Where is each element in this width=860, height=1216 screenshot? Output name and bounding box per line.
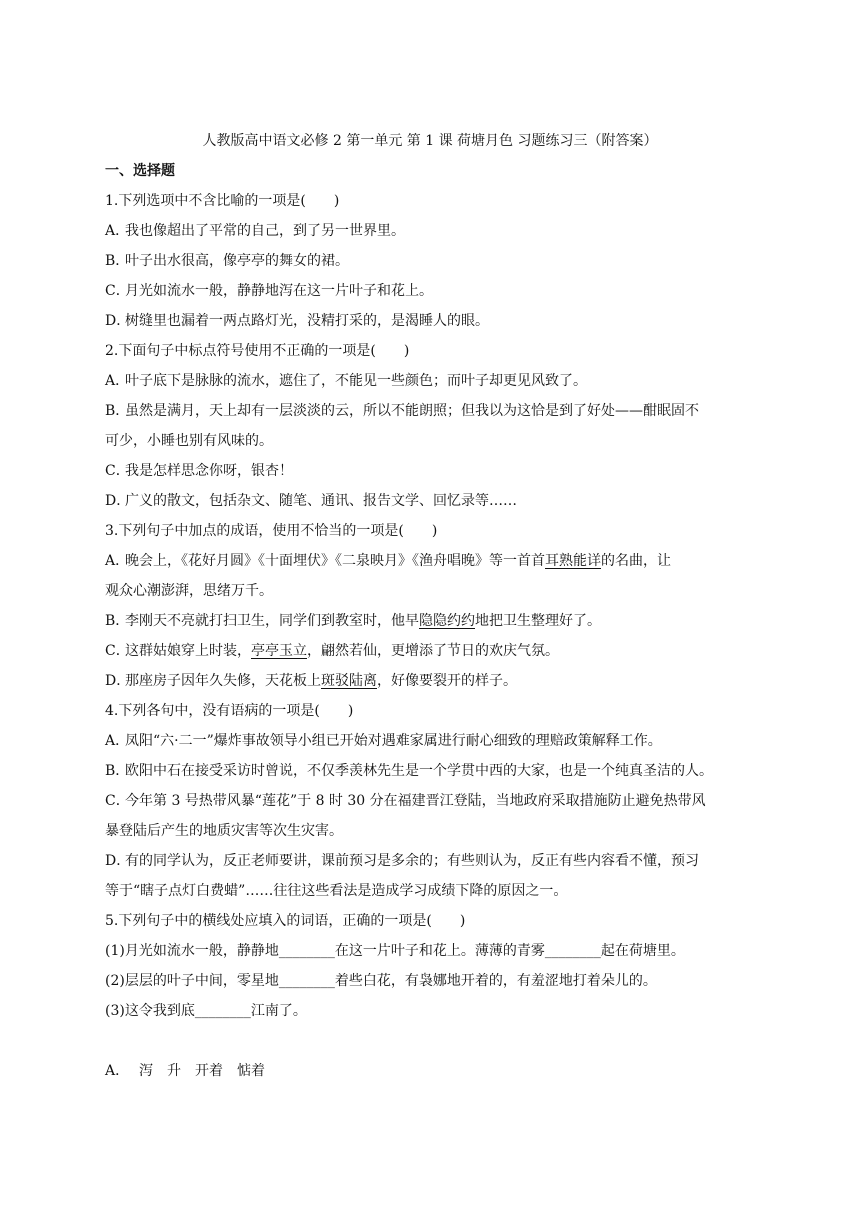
option-text: 虽然是满月，天上却有一层淡淡的云，所以不能朗照；但我以为这恰是到了好处——酣眠固不 [125, 403, 699, 419]
option-text: 晚会上，《花好月圆》《十面埋伏》《二泉映月》《渔舟唱晚》等一首首 [125, 553, 545, 569]
dotted-idiom: 亭亭玉立 [251, 643, 307, 659]
option-continuation: 暴登陆后产生的地质灾害等次生灾害。 [105, 823, 343, 839]
dotted-idiom: 斑驳陆离 [321, 673, 377, 689]
option-letter: C． [105, 643, 130, 659]
option-text: 叶子底下是脉脉的流水，遮住了，不能见一些颜色；而叶子却更见风致了。 [125, 373, 587, 389]
fill-sentence: (1)月光如流水一般，静静地________在这一片叶子和花上。薄薄的青雾________起在荷塘里。 [105, 943, 685, 959]
option-continuation: 观众心潮澎湃，思绪万千。 [105, 583, 273, 599]
answer-word: 泻 [139, 1063, 153, 1079]
section-heading: 一、选择题 [105, 163, 175, 179]
option-d [105, 306, 765, 336]
fill-sentence: (3)这令我到底________江南了。 [105, 1003, 307, 1019]
option-letter: D． [105, 313, 131, 329]
option-b [105, 756, 765, 786]
option-letter: B． [105, 763, 130, 779]
dotted-idiom: 耳熟能详 [545, 553, 601, 569]
option-text: 那座房子因年久失修，天花板上 [125, 673, 321, 689]
option-text: 树缝里也漏着一两点路灯光，没精打采的，是渴睡人的眼。 [125, 313, 489, 329]
dotted-idiom: 隐隐约约 [419, 613, 475, 629]
answer-word: 升 [167, 1063, 181, 1079]
option-text: 李刚天不亮就打扫卫生，同学们到教室时，他早 [125, 613, 419, 629]
option-c [105, 276, 765, 306]
option-text: 月光如流水一般，静静地泻在这一片叶子和花上。 [125, 283, 433, 299]
option-letter: C． [105, 793, 130, 809]
option-letter: B． [105, 613, 130, 629]
answer-word: 开着 [195, 1063, 223, 1079]
option-a [105, 726, 765, 756]
option-text: 的名曲，让 [601, 553, 671, 569]
option-text: 广义的散文，包括杂文、随笔、通讯、报告文学、回忆录等…… [125, 493, 517, 509]
option-letter: A． [105, 553, 130, 569]
option-text: 地把卫生整理好了。 [475, 613, 601, 629]
option-letter: C． [105, 463, 130, 479]
option-letter: B． [105, 403, 130, 419]
option-letter: A． [105, 733, 130, 749]
option-letter: C． [105, 283, 130, 299]
option-b [105, 606, 765, 636]
question-stem: 5.下列句子中的横线处应填入的词语，正确的一项是( ) [105, 913, 466, 929]
option-d [105, 846, 765, 876]
option-text: 凤阳“六·二一”爆炸事故领导小组已开始对遇难家属进行耐心细致的理赔政策解释工作。 [125, 733, 662, 749]
option-c [105, 456, 765, 486]
option-text: ，翩然若仙，更增添了节日的欢庆气氛。 [307, 643, 559, 659]
question-list [105, 186, 765, 1086]
option-letter: A． [105, 373, 130, 389]
option-letter: B． [105, 253, 130, 269]
fill-sentence: (2)层层的叶子中间，零星地________着些白花，有袅娜地开着的，有羞涩地打着朵儿的。 [105, 973, 657, 989]
option-text: ，好像要裂开的样子。 [377, 673, 517, 689]
spacer [105, 1026, 765, 1056]
option-letter: D． [105, 493, 131, 509]
question-stem: 3.下列句子中加点的成语，使用不恰当的一项是( ) [105, 523, 438, 539]
option-text: 我也像超出了平常的自己，到了另一世界里。 [125, 223, 405, 239]
option-continuation: 等于“瞎子点灯白费蜡”……往往这些看法是造成学习成绩下降的原因之一。 [105, 883, 568, 899]
option-a [105, 546, 765, 576]
option-b [105, 396, 765, 426]
option-a [105, 1056, 765, 1086]
option-d [105, 666, 765, 696]
option-c [105, 786, 765, 816]
option-letter: D． [105, 853, 131, 869]
question-stem: 1.下列选项中不含比喻的一项是( ) [105, 193, 340, 209]
option-d [105, 486, 765, 516]
option-text: 有的同学认为，反正老师要讲，课前预习是多余的；有些则认为，反正有些内容看不懂，预习 [125, 853, 699, 869]
option-c [105, 636, 765, 666]
option-text: 这群姑娘穿上时装， [125, 643, 251, 659]
option-letter: D． [105, 673, 131, 689]
answer-word: 惦着 [237, 1063, 265, 1079]
question-stem: 2.下面句子中标点符号使用不正确的一项是( ) [105, 343, 410, 359]
option-b [105, 246, 765, 276]
option-text: 叶子出水很高，像亭亭的舞女的裙。 [125, 253, 349, 269]
option-a [105, 366, 765, 396]
option-text: 欧阳中石在接受采访时曾说，不仅季羡林先生是一个学贯中西的大家，也是一个纯真圣洁的人。 [125, 763, 713, 779]
option-continuation: 可少，小睡也别有风味的。 [105, 433, 273, 449]
option-text: 我是怎样思念你呀，银杏！ [125, 463, 293, 479]
option-a [105, 216, 765, 246]
option-letter: A． [105, 223, 130, 239]
document-title: 人教版高中语文必修 2 第一单元 第 1 课 荷塘月色 习题练习三（附答案） [202, 133, 658, 149]
option-letter: A． [105, 1063, 130, 1079]
option-text: 今年第 3 号热带风暴“莲花”于 8 时 30 分在福建晋江登陆，当地政府采取措施防止避免热带风 [125, 793, 706, 809]
question-stem: 4.下列各句中，没有语病的一项是( ) [105, 703, 354, 719]
